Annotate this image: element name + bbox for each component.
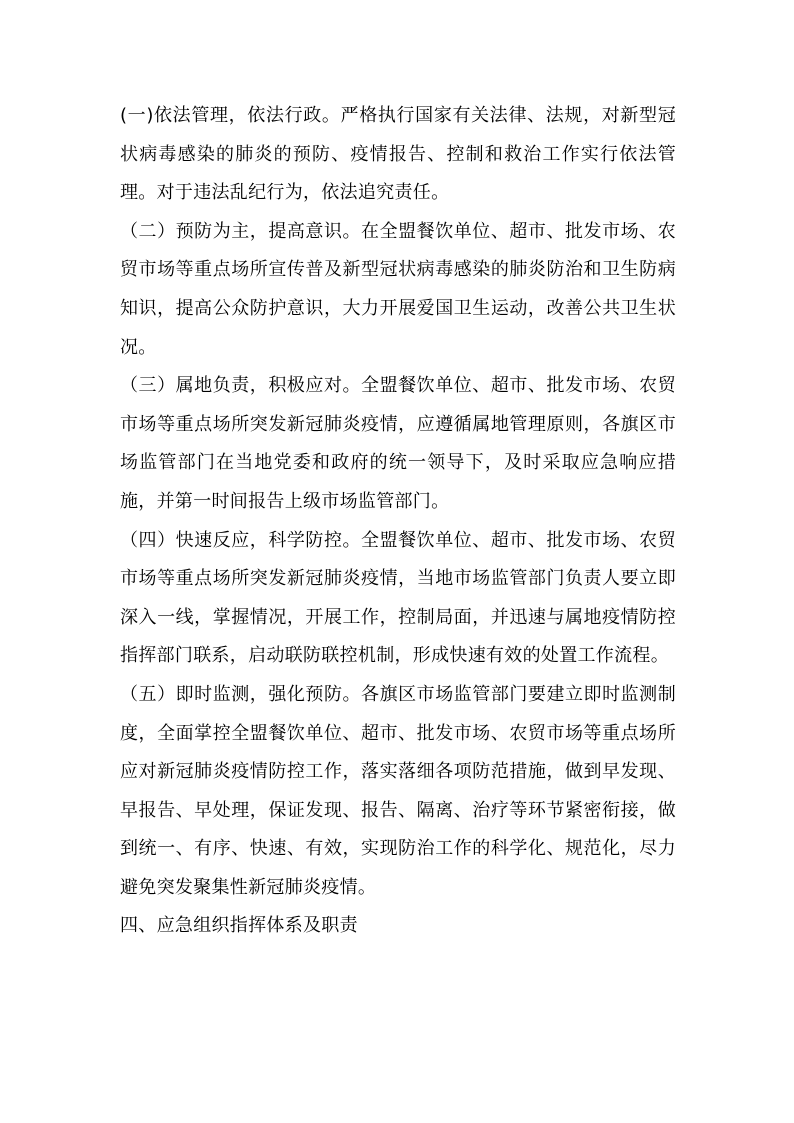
paragraph-prevention-first: （二）预防为主，提高意识。在全盟餐饮单位、超市、批发市场、农贸市场等重点场所宣传普及新型冠状病毒感染的肺炎防治和卫生防病知识，提高公众防护意识，大力开展爱国卫生运动，改善公共卫生状况。 bbox=[120, 220, 676, 358]
paragraph-real-time-monitoring: （五）即时监测，强化预防。各旗区市场监管部门要建立即时监测制度，全面掌控全盟餐饮单位、超市、批发市场、农贸市场等重点场所应对新冠肺炎疫情防控工作，落实落细各项防范措施，做到早发现、早报告、早处理，保证发现、报告、隔离、治疗等环节紧密衔接，做到统一、有序、快速、有效，实现防治工作的科学化、规范化，尽力避免突发聚集性新冠肺炎疫情。 bbox=[120, 683, 676, 898]
paragraph-rapid-response: （四）快速反应，科学防控。全盟餐饮单位、超市、批发市场、农贸市场等重点场所突发新冠肺炎疫情，当地市场监管部门负责人要立即深入一线，掌握情况，开展工作，控制局面，并迅速与属地疫情防控指挥部门联系，启动联防联控机制，形成快速有效的处置工作流程。 bbox=[120, 529, 676, 667]
section-heading: 四、应急组织指挥体系及职责 bbox=[120, 915, 358, 937]
paragraph-local-responsibility: （三）属地负责，积极应对。全盟餐饮单位、超市、批发市场、农贸市场等重点场所突发新冠肺炎疫情，应遵循属地管理原则，各旗区市场监管部门在当地党委和政府的统一领导下，及时采取应急响应措施，并第一时间报告上级市场监管部门。 bbox=[120, 375, 676, 512]
paragraph-lawful-management: (一)依法管理，依法行政。严格执行国家有关法律、法规，对新型冠状病毒感染的肺炎的预防、疫情报告、控制和救治工作实行依法管理。对于违法乱纪行为，依法追究责任。 bbox=[120, 105, 676, 204]
document-body bbox=[120, 97, 676, 946]
